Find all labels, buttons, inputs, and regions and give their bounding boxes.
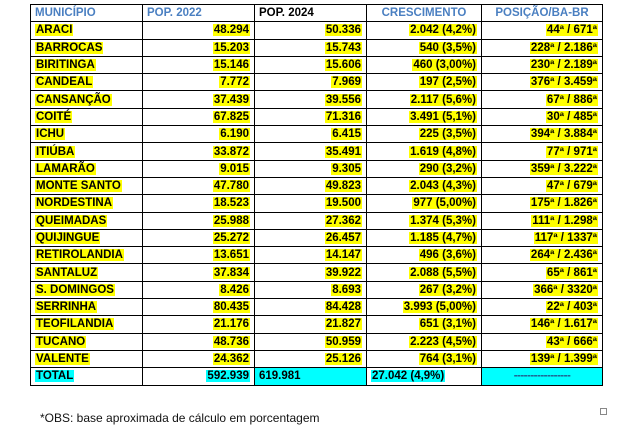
- municipio-cell: [31, 22, 143, 39]
- pop-2022-value: 15.203: [213, 41, 249, 54]
- municipio-value: BIRITINGA: [36, 59, 95, 72]
- pop-2022-value: 80.435: [213, 301, 249, 314]
- crescimento-value: 267 (3,2%): [419, 283, 476, 296]
- posicao-value: 30ª / 485ª: [546, 110, 597, 123]
- crescimento-value: 2.223 (4,5%): [410, 335, 476, 348]
- table-row: [31, 299, 603, 316]
- table-row: [31, 143, 603, 160]
- header-municipio: MUNICÍPIO: [31, 5, 143, 22]
- posicao-cell: [482, 39, 603, 56]
- municipio-cell: [31, 74, 143, 91]
- crescimento-cell: [367, 316, 482, 333]
- posicao-cell: [482, 316, 603, 333]
- crescimento-cell: [367, 56, 482, 73]
- total-posicao-cell: [482, 368, 603, 385]
- pop-2022-value: 9.015: [220, 162, 249, 175]
- pop-2024-cell: [255, 281, 367, 298]
- crescimento-cell: [367, 229, 482, 246]
- municipio-value: CANDEAL: [36, 76, 93, 89]
- crescimento-cell: [367, 143, 482, 160]
- pop-2022-cell: [143, 316, 255, 333]
- municipio-cell: [31, 229, 143, 246]
- crescimento-cell: [367, 22, 482, 39]
- pop-2024-value: 8.693: [332, 283, 361, 296]
- municipio-value: VALENTE: [36, 353, 89, 366]
- crescimento-cell: [367, 108, 482, 125]
- pop-2022-value: 48.294: [213, 24, 249, 37]
- posicao-value: 228ª / 2.186ª: [530, 41, 597, 54]
- pop-2022-value: 6.190: [220, 128, 249, 141]
- pop-2022-cell: [143, 143, 255, 160]
- municipio-cell: [31, 177, 143, 194]
- total-pop-2022: 592.939: [207, 370, 249, 383]
- table-row: [31, 316, 603, 333]
- municipio-cell: [31, 212, 143, 229]
- posicao-value: 264ª / 2.436ª: [530, 249, 597, 262]
- total-posicao: -----------------: [513, 370, 571, 383]
- pop-2022-value: 8.426: [220, 283, 249, 296]
- pop-2024-value: 9.305: [332, 162, 361, 175]
- crescimento-cell: [367, 39, 482, 56]
- municipio-value: ICHU: [36, 128, 65, 141]
- crescimento-cell: [367, 212, 482, 229]
- total-row: [31, 368, 603, 385]
- table-row: [31, 160, 603, 177]
- table-row: [31, 350, 603, 367]
- municipio-value: ITIÚBA: [36, 145, 75, 158]
- crescimento-value: 764 (3,1%): [419, 353, 476, 366]
- header-pop-2022: POP. 2022: [143, 5, 255, 22]
- pop-2024-value: 39.556: [325, 93, 361, 106]
- table-row: [31, 333, 603, 350]
- pop-2022-cell: [143, 350, 255, 367]
- table-row: [31, 91, 603, 108]
- pop-2022-value: 47.780: [213, 180, 249, 193]
- pop-2024-value: 84.428: [325, 301, 361, 314]
- pop-2024-cell: [255, 212, 367, 229]
- municipio-cell: [31, 56, 143, 73]
- crescimento-value: 3.993 (5,00%): [403, 301, 476, 314]
- pop-2024-cell: [255, 160, 367, 177]
- pop-2024-cell: [255, 22, 367, 39]
- pop-2022-value: 21.176: [213, 318, 249, 331]
- pop-2022-value: 24.362: [213, 353, 249, 366]
- header-pop-2024: POP. 2024: [255, 5, 367, 22]
- table-body: [31, 22, 603, 368]
- crescimento-value: 1.619 (4,8%): [410, 145, 476, 158]
- pop-2024-value: 39.922: [325, 266, 361, 279]
- pop-2022-cell: [143, 39, 255, 56]
- pop-2022-value: 13.651: [213, 249, 249, 262]
- pop-2024-value: 25.126: [325, 353, 361, 366]
- pop-2024-value: 71.316: [325, 110, 361, 123]
- posicao-value: 366ª / 3320ª: [534, 283, 597, 296]
- municipio-value: RETIROLANDIA: [36, 249, 123, 262]
- pop-2024-value: 15.606: [325, 59, 361, 72]
- crescimento-value: 977 (5,00%): [413, 197, 476, 210]
- table-row: [31, 108, 603, 125]
- crescimento-value: 290 (3,2%): [419, 162, 476, 175]
- pop-2022-value: 48.736: [213, 335, 249, 348]
- header-posicao: POSIÇÃO/BA-BR: [482, 5, 603, 22]
- pop-2024-value: 50.336: [325, 24, 361, 37]
- crescimento-cell: [367, 333, 482, 350]
- pop-2022-cell: [143, 195, 255, 212]
- total-pop-2024-cell: [255, 368, 367, 385]
- municipio-cell: [31, 108, 143, 125]
- pop-2024-cell: [255, 195, 367, 212]
- pop-2024-value: 7.969: [332, 76, 361, 89]
- header-row: [31, 5, 603, 22]
- posicao-value: 394ª / 3.884ª: [530, 128, 597, 141]
- crescimento-value: 651 (3,1%): [419, 318, 476, 331]
- population-table: [30, 4, 603, 386]
- posicao-value: 139ª / 1.399ª: [530, 353, 597, 366]
- pop-2024-value: 27.362: [325, 214, 361, 227]
- total-pop-2024: 619.981: [259, 370, 301, 383]
- posicao-cell: [482, 281, 603, 298]
- posicao-cell: [482, 299, 603, 316]
- pop-2022-value: 67.825: [213, 110, 249, 123]
- municipio-cell: [31, 39, 143, 56]
- municipio-value: BARROCAS: [36, 41, 103, 54]
- posicao-value: 146ª / 1.617ª: [530, 318, 597, 331]
- pop-2024-cell: [255, 177, 367, 194]
- table-row: [31, 281, 603, 298]
- posicao-value: 65ª / 861ª: [546, 266, 597, 279]
- table-row: [31, 74, 603, 91]
- posicao-value: 67ª / 886ª: [546, 93, 597, 106]
- municipio-value: MONTE SANTO: [36, 180, 121, 193]
- municipio-value: CANSANÇÃO: [36, 93, 111, 106]
- total-label-cell: [31, 368, 143, 385]
- pop-2022-cell: [143, 108, 255, 125]
- municipio-cell: [31, 247, 143, 264]
- pop-2022-value: 25.988: [213, 214, 249, 227]
- pop-2022-value: 37.439: [213, 93, 249, 106]
- municipio-cell: [31, 160, 143, 177]
- posicao-cell: [482, 143, 603, 160]
- municipio-cell: [31, 126, 143, 143]
- municipio-cell: [31, 299, 143, 316]
- pop-2022-cell: [143, 160, 255, 177]
- crescimento-value: 3.491 (5,1%): [410, 110, 476, 123]
- population-table-container: [30, 4, 603, 386]
- municipio-value: SANTALUZ: [36, 266, 98, 279]
- posicao-cell: [482, 350, 603, 367]
- posicao-cell: [482, 333, 603, 350]
- posicao-value: 44ª / 671ª: [546, 24, 597, 37]
- posicao-value: 117ª / 1337ª: [534, 232, 597, 244]
- pop-2022-cell: [143, 177, 255, 194]
- crescimento-value: 1.374 (5,3%): [410, 214, 476, 227]
- municipio-value: SERRINHA: [36, 301, 97, 314]
- posicao-cell: [482, 56, 603, 73]
- crescimento-cell: [367, 350, 482, 367]
- crescimento-value: 2.117 (5,6%): [410, 93, 476, 106]
- municipio-cell: [31, 281, 143, 298]
- municipio-cell: [31, 333, 143, 350]
- municipio-value: S. DOMINGOS: [36, 283, 114, 296]
- posicao-value: 47ª / 679ª: [546, 180, 597, 193]
- pop-2024-cell: [255, 333, 367, 350]
- pop-2022-cell: [143, 126, 255, 143]
- table-row: [31, 229, 603, 246]
- pop-2022-cell: [143, 212, 255, 229]
- header-crescimento: CRESCIMENTO: [367, 5, 482, 22]
- crescimento-cell: [367, 74, 482, 91]
- table-row: [31, 22, 603, 39]
- crescimento-cell: [367, 126, 482, 143]
- pop-2022-cell: [143, 56, 255, 73]
- municipio-cell: [31, 195, 143, 212]
- crescimento-value: 2.042 (4,2%): [410, 24, 476, 37]
- total-pop-2022-cell: [143, 368, 255, 385]
- pop-2024-cell: [255, 316, 367, 333]
- posicao-value: 175ª / 1.826ª: [530, 197, 597, 210]
- posicao-cell: [482, 195, 603, 212]
- pop-2022-value: 15.146: [213, 59, 249, 72]
- pop-2022-value: 25.272: [213, 232, 249, 244]
- municipio-value: LAMARÃO: [36, 162, 95, 175]
- posicao-value: 77ª / 971ª: [546, 145, 597, 158]
- table-row: [31, 56, 603, 73]
- table-row: [31, 39, 603, 56]
- posicao-cell: [482, 126, 603, 143]
- municipio-cell: [31, 350, 143, 367]
- crescimento-cell: [367, 264, 482, 281]
- posicao-value: 22ª / 403ª: [546, 301, 597, 314]
- pop-2024-cell: [255, 56, 367, 73]
- total-label: TOTAL: [36, 370, 74, 383]
- crescimento-cell: [367, 91, 482, 108]
- pop-2024-value: 26.457: [325, 232, 361, 244]
- pop-2024-cell: [255, 350, 367, 367]
- posicao-cell: [482, 247, 603, 264]
- total-crescimento: 27.042 (4,9%): [372, 370, 445, 383]
- pop-2024-value: 15.743: [325, 41, 361, 54]
- crescimento-cell: [367, 247, 482, 264]
- table-row: [31, 212, 603, 229]
- posicao-value: 230ª / 2.189ª: [530, 59, 597, 72]
- crescimento-cell: [367, 299, 482, 316]
- pop-2024-value: 21.827: [325, 318, 361, 331]
- municipio-value: QUIJINGUE: [36, 232, 100, 244]
- posicao-cell: [482, 177, 603, 194]
- posicao-value: 376ª / 3.459ª: [530, 76, 597, 89]
- table-resize-handle[interactable]: [600, 408, 607, 415]
- pop-2024-value: 50.959: [325, 335, 361, 348]
- pop-2022-value: 37.834: [213, 266, 249, 279]
- municipio-value: ARACI: [36, 24, 73, 37]
- crescimento-value: 460 (3,00%): [413, 59, 476, 72]
- pop-2022-cell: [143, 91, 255, 108]
- municipio-value: NORDESTINA: [36, 197, 113, 210]
- posicao-cell: [482, 212, 603, 229]
- posicao-value: 111ª / 1.298ª: [532, 214, 597, 227]
- municipio-cell: [31, 91, 143, 108]
- pop-2024-value: 49.823: [325, 180, 361, 193]
- posicao-cell: [482, 74, 603, 91]
- pop-2022-value: 33.872: [213, 145, 249, 158]
- posicao-cell: [482, 264, 603, 281]
- posicao-cell: [482, 229, 603, 246]
- pop-2022-cell: [143, 264, 255, 281]
- pop-2024-value: 6.415: [332, 128, 361, 141]
- pop-2024-cell: [255, 299, 367, 316]
- municipio-cell: [31, 316, 143, 333]
- footnote: *OBS: base aproximada de cálculo em porcentagem: [40, 411, 320, 425]
- pop-2022-value: 7.772: [220, 76, 249, 89]
- crescimento-cell: [367, 177, 482, 194]
- crescimento-cell: [367, 195, 482, 212]
- posicao-cell: [482, 91, 603, 108]
- pop-2022-cell: [143, 299, 255, 316]
- total-crescimento-cell: [367, 368, 482, 385]
- pop-2024-cell: [255, 74, 367, 91]
- crescimento-value: 496 (3,6%): [419, 249, 476, 262]
- pop-2024-cell: [255, 264, 367, 281]
- posicao-cell: [482, 22, 603, 39]
- pop-2022-cell: [143, 281, 255, 298]
- municipio-value: QUEIMADAS: [36, 214, 107, 227]
- crescimento-value: 197 (2,5%): [419, 76, 476, 89]
- crescimento-value: 540 (3,5%): [419, 41, 476, 54]
- crescimento-value: 2.043 (4,3%): [410, 180, 476, 193]
- municipio-value: TEOFILANDIA: [36, 318, 114, 331]
- pop-2024-value: 14.147: [325, 249, 361, 262]
- pop-2022-cell: [143, 22, 255, 39]
- pop-2024-cell: [255, 126, 367, 143]
- crescimento-value: 1.185 (4,7%): [410, 232, 476, 244]
- table-row: [31, 195, 603, 212]
- pop-2024-cell: [255, 39, 367, 56]
- pop-2024-cell: [255, 108, 367, 125]
- pop-2022-cell: [143, 229, 255, 246]
- posicao-cell: [482, 108, 603, 125]
- crescimento-cell: [367, 160, 482, 177]
- crescimento-value: 2.088 (5,5%): [410, 266, 476, 279]
- pop-2022-cell: [143, 247, 255, 264]
- municipio-cell: [31, 264, 143, 281]
- pop-2024-value: 35.491: [325, 145, 361, 158]
- pop-2024-cell: [255, 143, 367, 160]
- pop-2022-cell: [143, 74, 255, 91]
- crescimento-value: 225 (3,5%): [419, 128, 476, 141]
- pop-2022-value: 18.523: [213, 197, 249, 210]
- municipio-value: TUCANO: [36, 335, 86, 348]
- crescimento-cell: [367, 281, 482, 298]
- table-row: [31, 177, 603, 194]
- pop-2024-cell: [255, 229, 367, 246]
- table-row: [31, 264, 603, 281]
- pop-2024-cell: [255, 247, 367, 264]
- pop-2024-value: 19.500: [325, 197, 361, 210]
- pop-2022-cell: [143, 333, 255, 350]
- municipio-value: COITÉ: [36, 110, 72, 123]
- posicao-value: 43ª / 666ª: [546, 335, 597, 348]
- table-row: [31, 126, 603, 143]
- municipio-cell: [31, 143, 143, 160]
- posicao-value: 359ª / 3.222ª: [530, 162, 597, 175]
- posicao-cell: [482, 160, 603, 177]
- table-row: [31, 247, 603, 264]
- pop-2024-cell: [255, 91, 367, 108]
